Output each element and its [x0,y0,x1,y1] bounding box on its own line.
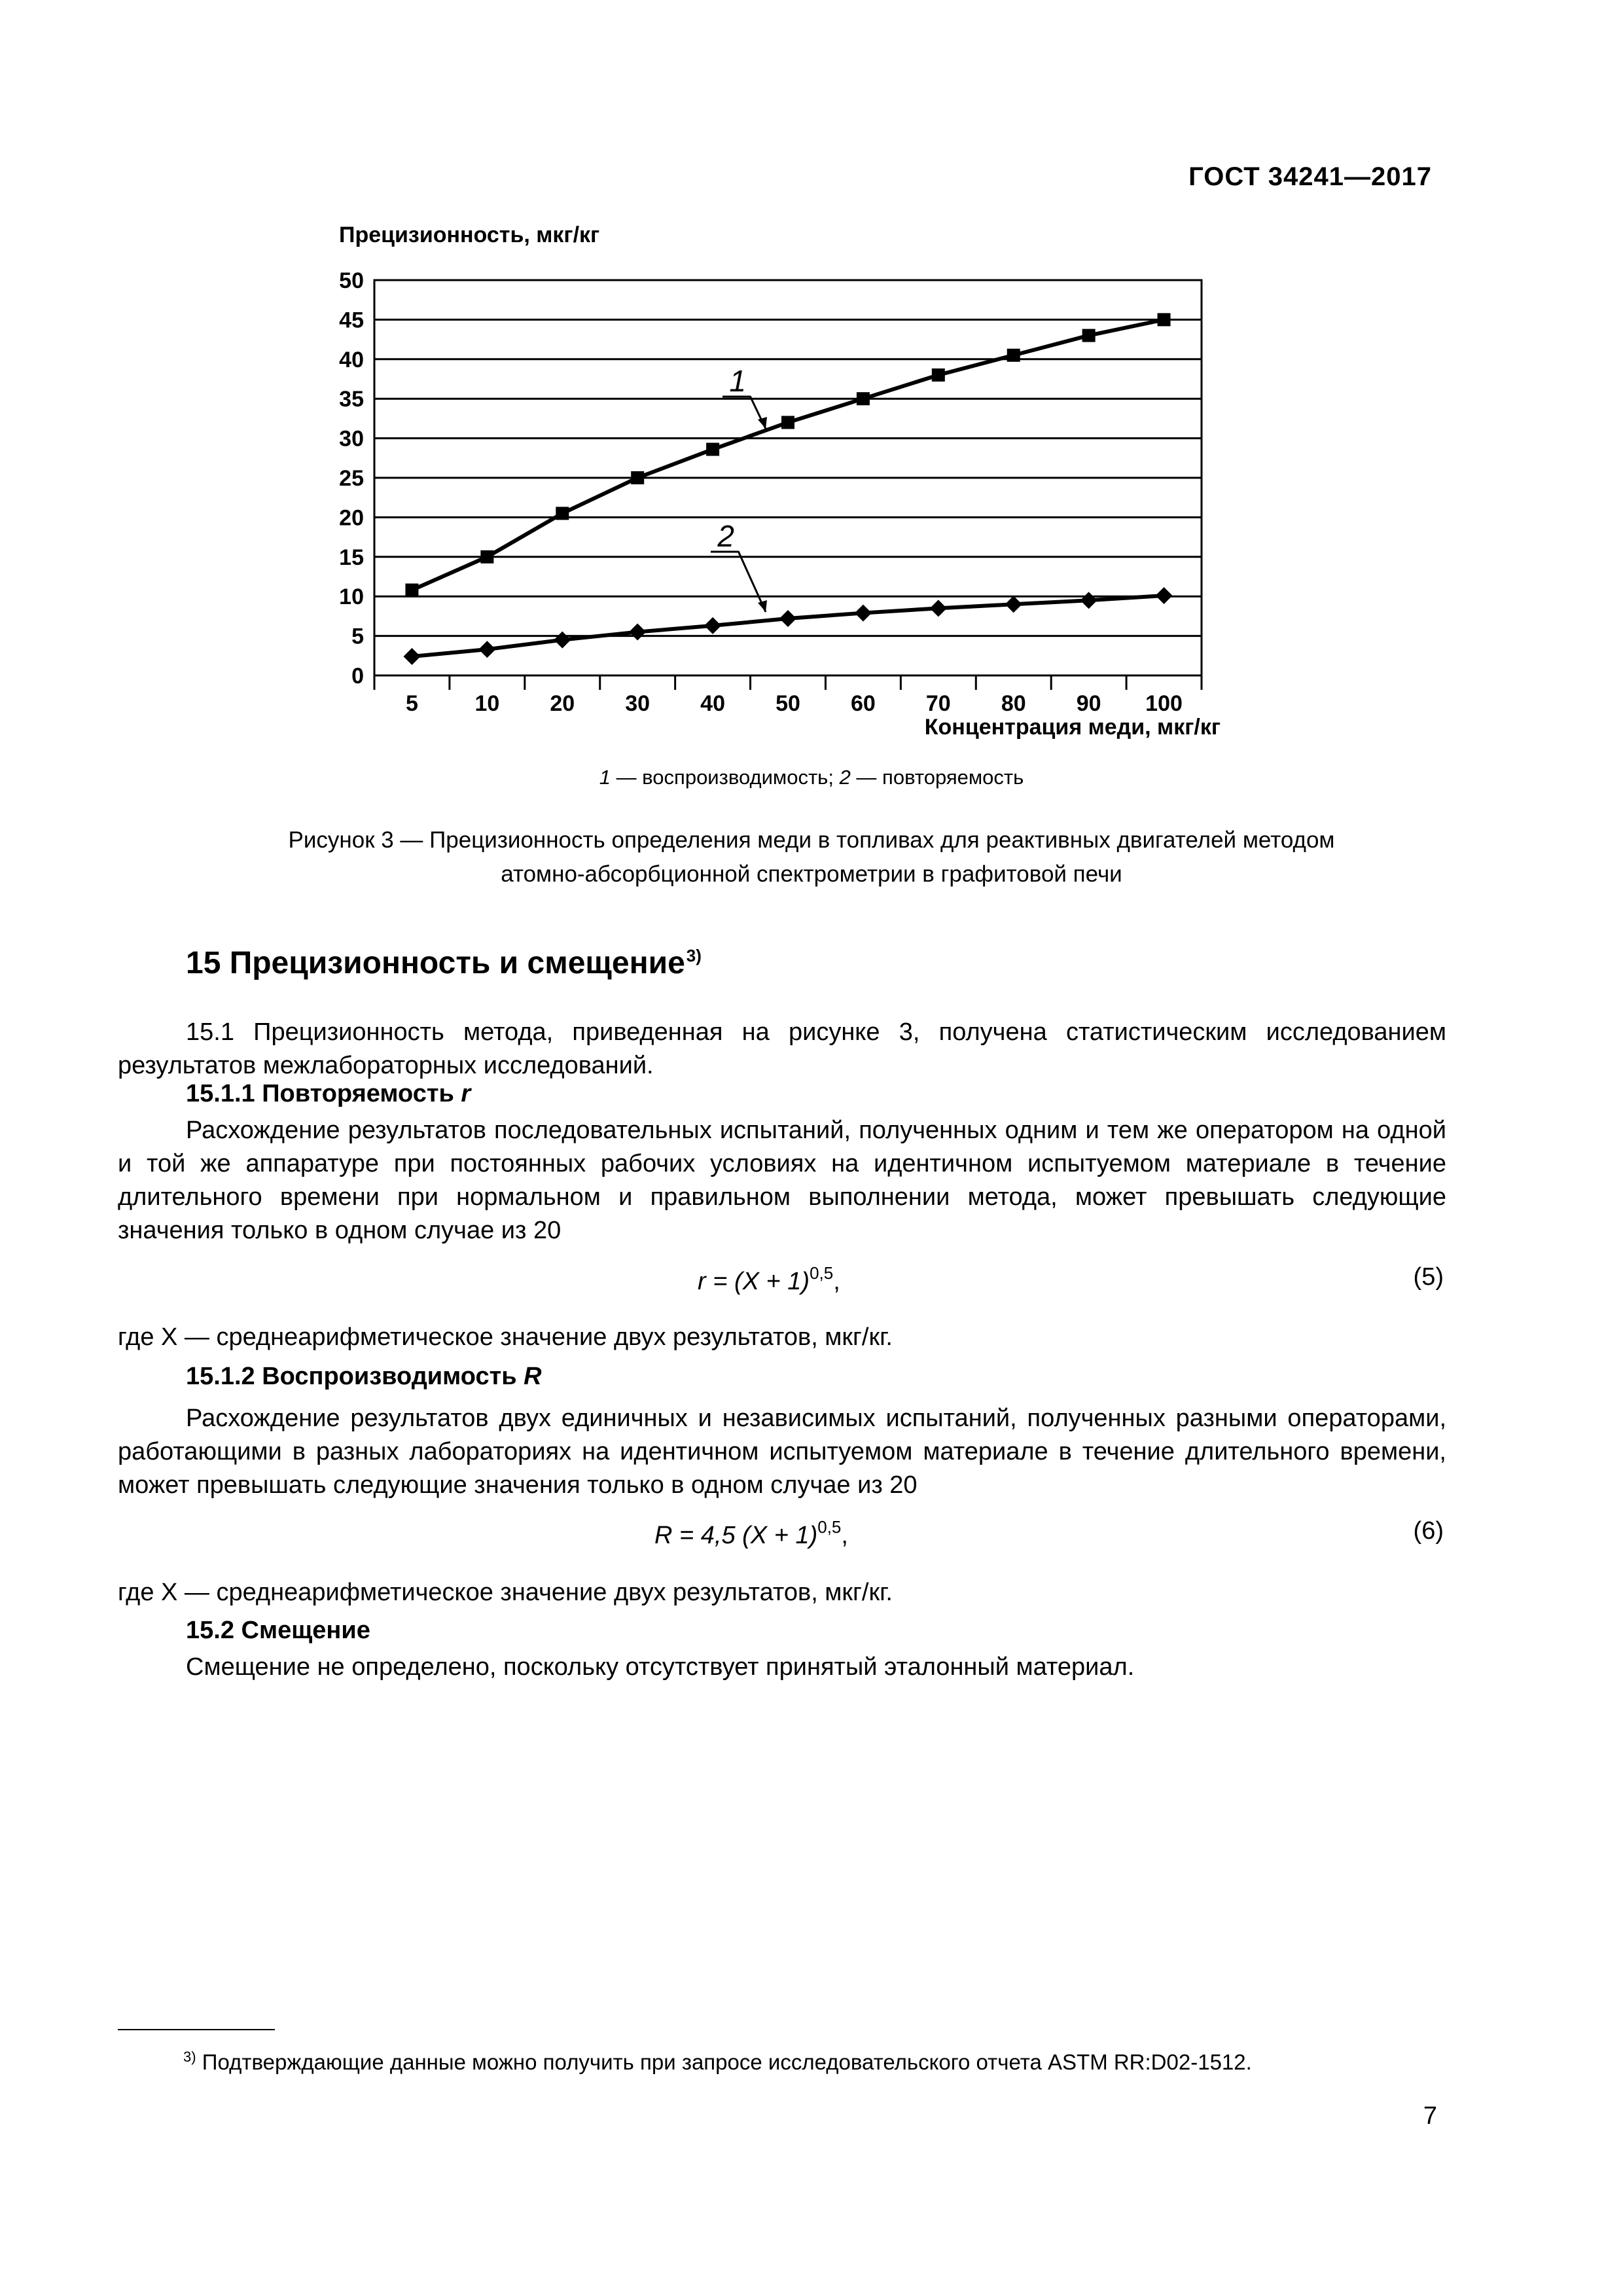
x-tick-label-5: 5 [405,691,418,716]
series-1-point-80 [1007,349,1020,362]
y-tick-label-30: 30 [339,426,364,452]
formula-5 [698,1263,840,1296]
footnote-mark: 3) [183,2049,196,2065]
y-axis-label: Прецизионность, мкг/кг [339,223,600,247]
formula-5-number: (5) [1413,1263,1444,1291]
series-1-point-70 [932,368,945,382]
series-2-point-50 [779,610,796,627]
y-tick-label-5: 5 [351,624,364,649]
heading-15-1-1 [186,1080,471,1108]
precision-chart [308,223,1263,746]
paragraph-15-2 [118,1651,1446,1684]
formula-6-body: R = 4,5 (X + 1) [654,1522,818,1549]
x-tick-label-50: 50 [776,691,800,716]
y-tick-label-20: 20 [339,505,364,531]
formula-5-exponent: 0,5 [810,1263,834,1283]
figure-caption [196,823,1427,891]
page-number: 7 [1423,2102,1437,2130]
heading-15-2: 15.2 Смещение [186,1617,370,1644]
series-2-point-100 [1156,587,1173,604]
series-1-point-10 [480,550,493,564]
paragraph-15-1-1-text: Расхождение результатов последовательных испытаний, полученных одним и тем же оператором на одной и той же аппаратуре при постоянных рабочих условиях на идентичном испытуемом материале в течение длительного времени при нормальном и правильном выполнении метода, может превышать следующие значения только в одном случае из 20 [118,1117,1446,1244]
paragraph-15-1 [118,1016,1446,1083]
series-1-point-60 [857,392,870,405]
series-1-point-40 [706,443,719,456]
series-2-point-10 [478,641,495,658]
where-clause-2: где X — среднеарифметическое значение двух результатов, мкг/кг. [118,1579,893,1606]
y-tick-label-0: 0 [351,664,364,689]
y-tick-label-35: 35 [339,387,364,412]
paragraph-15-1-1 [118,1114,1446,1247]
x-tick-label-20: 20 [550,691,575,716]
formula-5-tail: , [833,1268,840,1295]
x-tick-label-80: 80 [1001,691,1026,716]
x-tick-label-40: 40 [700,691,726,716]
series-2-point-20 [554,632,571,649]
series-2-point-90 [1080,592,1097,609]
formula-5-body: r = (X + 1) [698,1268,810,1295]
heading-15-1-2-var: R [524,1363,542,1390]
heading-15-1-1-text: 15.1.1 Повторяемость [186,1080,461,1107]
series-2-point-40 [704,617,721,634]
x-tick-label-70: 70 [925,691,951,716]
formula-6-tail: , [841,1522,848,1549]
series-2-point-5 [403,648,420,665]
legend-num-2: 2 [839,766,851,789]
y-tick-label-15: 15 [339,545,364,570]
y-tick-label-50: 50 [339,268,364,293]
legend-text-1: — воспроизводимость; [610,766,840,789]
series-2-point-80 [1005,596,1022,613]
figure-caption-line-1: Рисунок 3 — Прецизионность определения меди в топливах для реактивных двигателей методом [288,827,1335,853]
x-tick-label-90: 90 [1076,691,1101,716]
legend-num-1: 1 [599,766,611,789]
footnote-divider [118,2029,275,2030]
series-2-point-70 [930,600,947,617]
heading-15-1-2 [186,1363,542,1391]
paragraph-15-1-2 [118,1402,1446,1502]
y-tick-label-10: 10 [339,584,364,610]
formula-6 [654,1517,848,1550]
annotation-label-1: 1 [729,364,746,398]
x-tick-label-30: 30 [625,691,651,716]
annotation-arrowhead-1 [758,417,767,429]
heading-15-1-2-text: 15.1.2 Воспроизводимость [186,1363,524,1390]
y-tick-label-40: 40 [339,347,364,372]
series-1-point-50 [781,416,794,429]
annotation-arrowhead-2 [758,600,767,612]
figure-legend [0,766,1623,789]
series-1-point-90 [1082,329,1096,342]
series-1-point-30 [631,471,644,484]
annotation-label-2: 2 [717,519,734,553]
footnote [183,2049,1252,2075]
y-tick-label-25: 25 [339,466,364,491]
series-2-point-30 [629,624,646,641]
section-title [186,945,702,981]
x-axis-label: Концентрация меди, мкг/кг [924,715,1221,740]
series-1-point-20 [556,507,569,520]
formula-6-exponent: 0,5 [817,1517,842,1537]
x-tick-label-100: 100 [1145,691,1183,716]
section-title-footnote-mark: 3) [686,946,702,965]
x-tick-label-60: 60 [850,691,876,716]
paragraph-15-1-text: 15.1 Прецизионность метода, приведенная на рисунке 3, получена статистическим исследованием результатов межлабораторных исследований. [118,1018,1446,1079]
legend-text-2: — повторяемость [850,766,1024,789]
series-1-point-5 [405,584,418,597]
series-2-point-60 [855,605,872,622]
where-clause-1: где X — среднеарифметическое значение двух результатов, мкг/кг. [118,1323,893,1351]
paragraph-15-1-2-text: Расхождение результатов двух единичных и независимых испытаний, полученных разными операторами, работающими в разных лабораториях на идентичном испытуемом материале в течение длительного времени, может превышать следующие значения только в одном случае из 20 [118,1405,1446,1499]
series-1-point-100 [1158,313,1171,326]
x-tick-label-10: 10 [474,691,500,716]
series-1-line [412,319,1164,590]
figure-caption-line-2: атомно-абсорбционной спектрометрии в графитовой печи [501,861,1122,887]
paragraph-15-2-text: Смещение не определено, поскольку отсутствует принятый эталонный материал. [186,1653,1135,1681]
standard-header: ГОСТ 34241—2017 [1188,162,1432,191]
formula-6-number: (6) [1413,1517,1444,1545]
heading-15-1-1-var: r [461,1080,471,1107]
footnote-text: Подтверждающие данные можно получить при запросе исследовательского отчета ASTM RR:D02-1512. [196,2050,1252,2074]
y-tick-label-45: 45 [339,308,364,333]
section-title-text: 15 Прецизионность и смещение [186,946,685,980]
